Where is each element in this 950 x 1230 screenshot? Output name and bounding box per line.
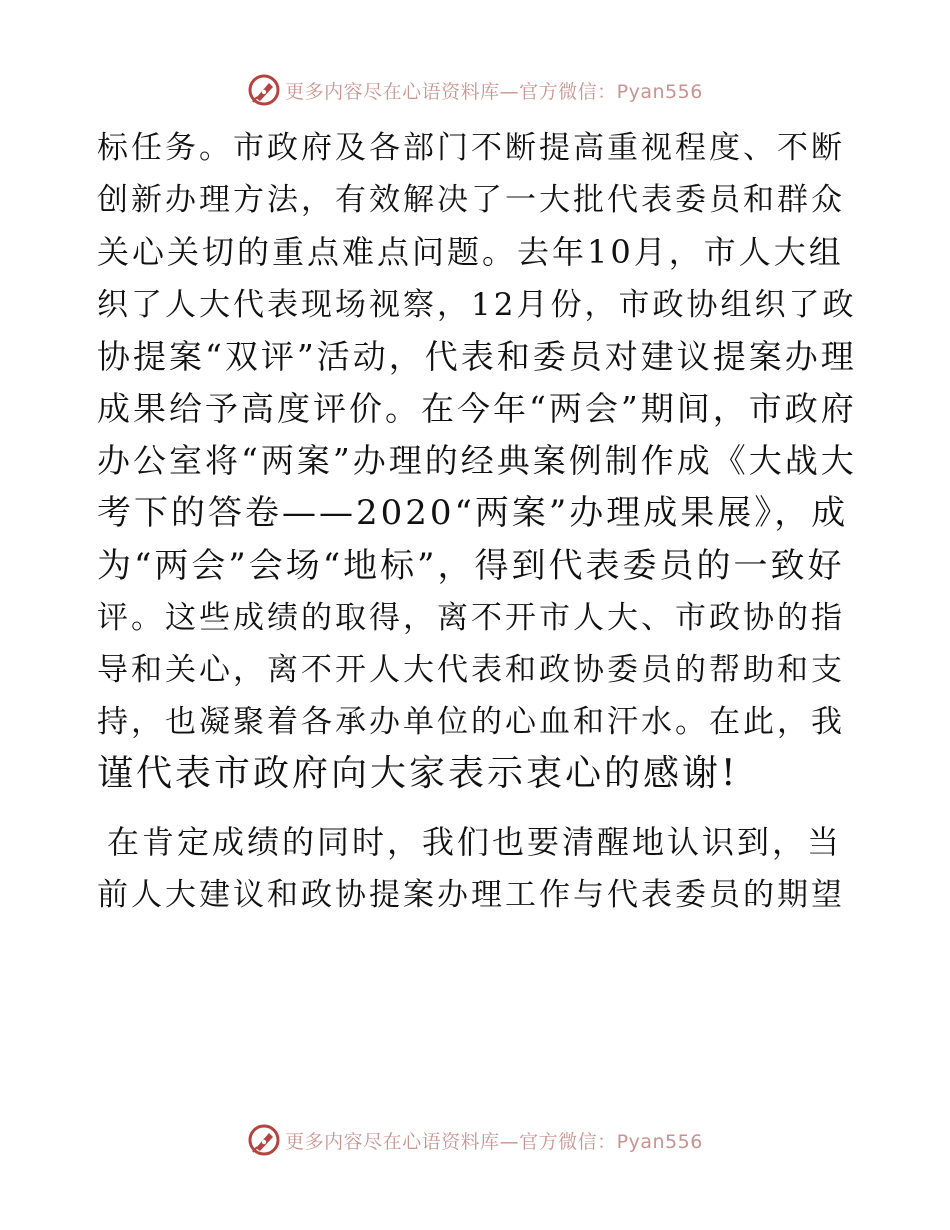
text-line: 谨代表市政府向大家表示衷心的感谢! bbox=[97, 753, 739, 795]
paragraph-1 bbox=[97, 122, 857, 800]
footer-banner-text: 更多内容尽在心语资料库—官方微信：Pyan556 bbox=[285, 1130, 703, 1153]
text-line: 评。这些成绩的取得，离不开市人大、市政协的指 bbox=[97, 599, 845, 636]
text-line: 为“两会”会场“地标”，得到代表委员的一致好 bbox=[97, 545, 845, 586]
text-line: 创新办理方法，有效解决了一大批代表委员和群众 bbox=[97, 182, 845, 219]
paragraph-gap bbox=[97, 800, 857, 816]
pen-nib-logo-icon bbox=[247, 1123, 281, 1157]
text-line: 办公室将“两案”办理的经典案例制作成《大战大 bbox=[97, 441, 857, 481]
header-banner bbox=[0, 70, 950, 110]
text-line: 在肯定成绩的同时，我们也要清醒地认识到，当 bbox=[107, 823, 843, 862]
text-line: 考下的答卷——2020“两案”办理成果展》，成 bbox=[97, 493, 849, 534]
text-line: 导和关心，离不开人大代表和政协委员的帮助和支 bbox=[97, 651, 845, 688]
text-line: 织了人大代表现场视察，12月份，市政协组织了政 bbox=[97, 286, 857, 323]
text-line: 前人大建议和政协提案办理工作与代表委员的期望 bbox=[97, 876, 845, 913]
paragraph-2 bbox=[97, 816, 857, 920]
text-line: 持，也凝聚着各承办单位的心血和汗水。在此，我 bbox=[97, 704, 845, 741]
header-banner-text: 更多内容尽在心语资料库—官方微信：Pyan556 bbox=[285, 80, 703, 103]
document-body bbox=[97, 122, 857, 921]
pen-nib-logo-icon bbox=[247, 73, 281, 107]
text-line: 标任务。市政府及各部门不断提高重视程度、不断 bbox=[97, 130, 845, 166]
text-line: 关心关切的重点难点问题。去年10月，市人大组 bbox=[97, 233, 844, 272]
text-line: 协提案“双评”活动，代表和委员对建议提案办理 bbox=[97, 336, 857, 376]
footer-banner bbox=[0, 1120, 950, 1160]
text-line: 成果给予高度评价。在今年“两会”期间，市政府 bbox=[97, 388, 857, 428]
